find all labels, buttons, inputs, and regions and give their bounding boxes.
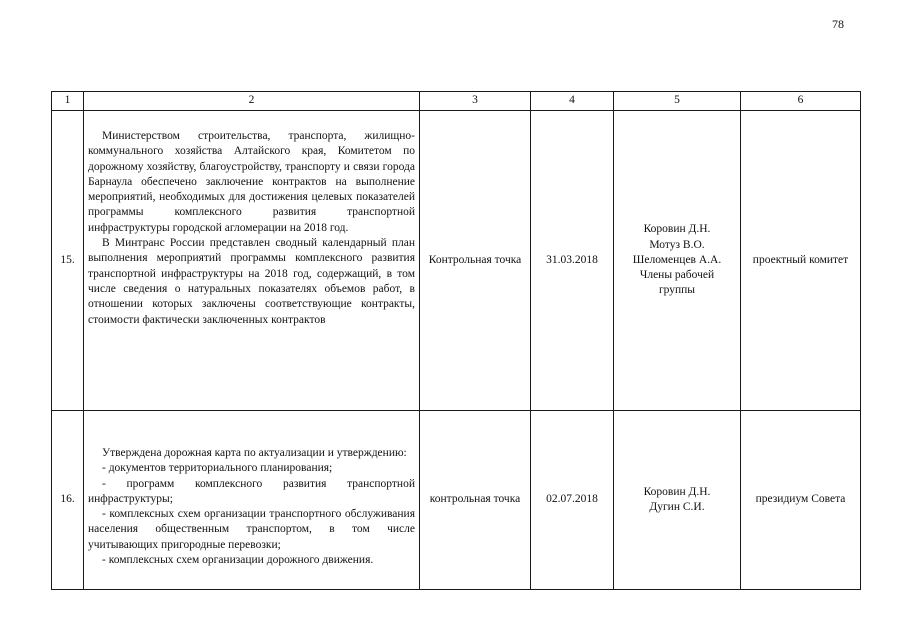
row-number: 15.	[60, 253, 75, 266]
row-date: 02.07.2018	[546, 493, 598, 506]
description-paragraph: Утверждена дорожная карта по актуализации и утверждению:	[102, 447, 407, 459]
responsible-person: Дугин С.И.	[649, 501, 705, 513]
description-list-item: - комплексных схем организации дорожного движения.	[102, 554, 374, 567]
row-responsible	[614, 111, 740, 410]
header-cell-num: 1	[64, 94, 71, 107]
column-divider	[83, 91, 84, 590]
row-number: 16.	[60, 493, 75, 506]
row-type: Контрольная точка	[428, 253, 522, 266]
header-cell-responsible: 5	[674, 94, 680, 107]
row-description	[88, 129, 415, 328]
column-divider	[860, 91, 861, 590]
responsible-person: Коровин Д.Н.	[643, 223, 711, 236]
responsible-person: Мотуз В.О.	[649, 238, 705, 251]
description-list-item: - документов территориального планирования;	[102, 462, 333, 475]
header-cell-type: 3	[472, 94, 478, 107]
row-control: президиум Совета	[755, 493, 846, 506]
row-date: 31.03.2018	[546, 253, 598, 266]
description-list-item: - программ комплексного развития транспортной инфраструктуры;	[88, 477, 415, 505]
responsible-person: Коровин Д.Н.	[643, 485, 711, 498]
page-number: 78	[832, 17, 844, 31]
row-type: контрольная точка	[429, 493, 521, 506]
responsible-person: Члены рабочей группы	[639, 269, 715, 297]
control-body: проектный комитет	[752, 253, 849, 266]
header-cell-description: 2	[248, 94, 255, 107]
header-cell-control: 6	[797, 94, 804, 107]
description-paragraph: В Минтранс России представлен сводный календарный план выполнения мероприятий программы комплексного развития транспортной инфраструктуры на 2018 год, содержащий, в том числе сведения о натуральных показателях объемов работ, в отношении которых заключены соответствующие контракты, стоимости фактически заключенных контрактов	[88, 237, 415, 326]
row-responsible	[614, 411, 740, 589]
row-description	[88, 446, 415, 568]
row-control	[741, 111, 860, 410]
description-list-item: - комплексных схем организации транспортного обслуживания населения общественным транспортом, в том числе учитывающих пригородные перевозки;	[88, 508, 415, 551]
header-cell-date: 4	[569, 94, 575, 107]
responsible-person: Шеломенцев А.А.	[632, 253, 722, 266]
description-paragraph: Министерством строительства, транспорта, жилищно-коммунального хозяйства Алтайского края, Комитетом по дорожному хозяйству, благоустройству, транспорту и связи города Барнаула обеспечено заключение контрактов на выполнение мероприятий, необходимых для достижения целевых показателей программы комплексного развития транспортной инфраструктуры городской агломерации на 2018 год.	[88, 130, 415, 234]
